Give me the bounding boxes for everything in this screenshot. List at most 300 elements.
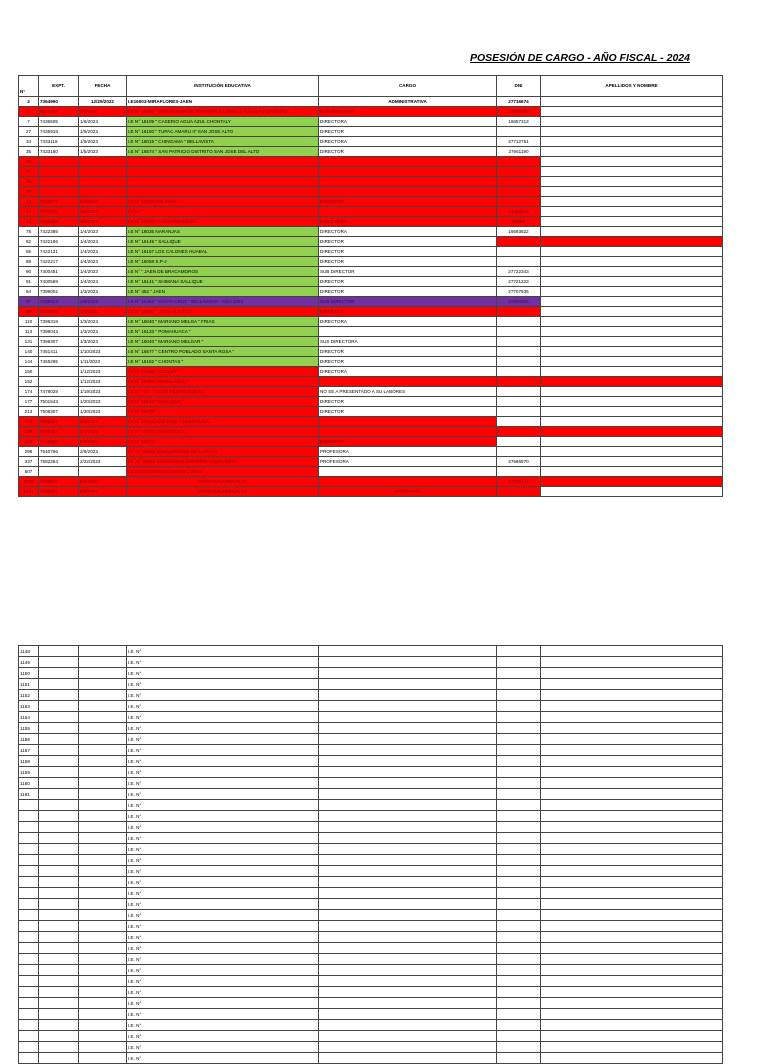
table-cell[interactable] — [19, 844, 39, 855]
table-cell[interactable] — [39, 822, 79, 833]
table-cell[interactable] — [319, 187, 497, 197]
table-cell[interactable] — [541, 447, 723, 457]
table-cell[interactable] — [79, 921, 127, 932]
table-cell[interactable]: 1/4/2023 — [79, 237, 127, 247]
table-cell[interactable]: DIRECTOR — [319, 197, 497, 207]
table-cell[interactable]: DIRECTOR — [319, 357, 497, 367]
table-cell[interactable] — [497, 844, 541, 855]
table-cell[interactable] — [319, 1020, 497, 1031]
table-cell[interactable] — [497, 317, 541, 327]
table-cell[interactable] — [19, 1042, 39, 1053]
table-cell[interactable] — [319, 1009, 497, 1020]
table-cell[interactable]: 1151 — [19, 679, 39, 690]
table-cell[interactable] — [497, 734, 541, 745]
table-cell[interactable] — [541, 147, 723, 157]
table-cell[interactable]: 150 — [19, 367, 39, 377]
table-cell[interactable]: 1/10/2023 — [79, 347, 127, 357]
table-cell[interactable]: I.E N° 16145 " SALLIQUE — [127, 237, 319, 247]
table-cell[interactable] — [541, 734, 723, 745]
table-cell[interactable] — [39, 756, 79, 767]
table-cell[interactable]: 2/1/2023 — [79, 427, 127, 437]
table-cell[interactable]: 1160 — [19, 778, 39, 789]
table-cell[interactable] — [39, 932, 79, 943]
table-cell[interactable]: 5/6/2023 — [79, 487, 127, 497]
table-cell[interactable] — [541, 397, 723, 407]
table-cell[interactable]: 7455295 — [39, 357, 79, 367]
table-cell[interactable]: 213 — [19, 407, 39, 417]
table-cell[interactable] — [497, 657, 541, 668]
table-cell[interactable]: I.E N° 16160 " TUPAC AMARU II" SAN JOSE ALTO — [127, 127, 319, 137]
table-cell[interactable]: 27722343 — [497, 267, 541, 277]
table-cell[interactable]: SUB DIRECTOR — [319, 107, 497, 117]
table-cell[interactable] — [19, 1009, 39, 1020]
table-cell[interactable]: I.E N° 17006 " ICON ET " — [127, 367, 319, 377]
table-cell[interactable]: I.E N° " JAEN DE BRACAMOROS — [127, 267, 319, 277]
table-cell[interactable]: 1001 — [19, 487, 39, 497]
table-cell[interactable]: I.E N° 16463 " SANTA CRUZ " BELLAVISTA - AÑO 2023 — [127, 297, 319, 307]
table-cell[interactable]: 2/3/2023 — [79, 437, 127, 447]
table-cell[interactable] — [497, 954, 541, 965]
table-cell[interactable]: 36 — [19, 187, 39, 197]
table-cell[interactable] — [39, 734, 79, 745]
table-cell[interactable]: 1/4/2023 — [79, 257, 127, 267]
table-cell[interactable] — [19, 811, 39, 822]
table-cell[interactable]: I.E. N° — [127, 1031, 319, 1042]
table-cell[interactable] — [497, 888, 541, 899]
table-cell[interactable] — [39, 1053, 79, 1064]
table-cell[interactable]: DIRECTOR — [319, 287, 497, 297]
table-cell[interactable]: I.E N° 16483 " SAN MARTIN DE PORRES-LA LOMA LLAMA ALTO CHONTALI" — [127, 107, 319, 117]
table-cell[interactable] — [319, 888, 497, 899]
table-cell[interactable] — [19, 921, 39, 932]
table-cell[interactable] — [319, 833, 497, 844]
table-cell[interactable]: PROFESORA — [319, 457, 497, 467]
table-cell[interactable] — [497, 377, 541, 387]
table-cell[interactable]: 7451411 — [39, 347, 79, 357]
table-cell[interactable]: 7696602 — [39, 477, 79, 487]
table-cell[interactable] — [39, 811, 79, 822]
table-cell[interactable] — [79, 1053, 127, 1064]
table-cell[interactable] — [79, 1042, 127, 1053]
table-cell[interactable] — [19, 965, 39, 976]
table-cell[interactable]: DIRECTORA — [319, 217, 497, 227]
table-cell[interactable]: 46 — [19, 207, 39, 217]
table-cell[interactable] — [319, 811, 497, 822]
table-cell[interactable]: 36 — [19, 167, 39, 177]
table-cell[interactable]: 1155 — [19, 723, 39, 734]
table-cell[interactable] — [79, 822, 127, 833]
table-cell[interactable]: 88 — [19, 257, 39, 267]
table-cell[interactable] — [319, 177, 497, 187]
table-cell[interactable] — [79, 987, 127, 998]
table-cell[interactable] — [319, 910, 497, 921]
table-cell[interactable]: 7422217 — [39, 257, 79, 267]
table-cell[interactable] — [319, 987, 497, 998]
table-cell[interactable] — [497, 987, 541, 998]
table-cell[interactable] — [79, 910, 127, 921]
table-cell[interactable] — [497, 877, 541, 888]
table-cell[interactable] — [39, 888, 79, 899]
table-cell[interactable]: I.E. N° — [127, 811, 319, 822]
table-cell[interactable]: DIRECTOR — [319, 407, 497, 417]
table-cell[interactable] — [39, 954, 79, 965]
table-cell[interactable]: 2/22/2023 — [79, 457, 127, 467]
table-cell[interactable]: I.E. N° — [127, 866, 319, 877]
table-cell[interactable] — [79, 756, 127, 767]
table-cell[interactable]: I.E. N° — [127, 745, 319, 756]
table-cell[interactable] — [541, 932, 723, 943]
table-cell[interactable]: 27661190 — [497, 147, 541, 157]
table-cell[interactable]: 1153 — [19, 701, 39, 712]
table-cell[interactable] — [541, 745, 723, 756]
table-cell[interactable]: 1/5/2023 — [79, 217, 127, 227]
table-cell[interactable]: I.E. N° 16462 SAN LORENZO DE LA PUYA — [127, 447, 319, 457]
table-cell[interactable] — [497, 157, 541, 167]
table-cell[interactable] — [39, 899, 79, 910]
table-cell[interactable]: I.E N° 16173 " — [127, 407, 319, 417]
table-cell[interactable] — [319, 932, 497, 943]
table-cell[interactable]: 144 — [19, 357, 39, 367]
table-cell[interactable]: 94 — [19, 287, 39, 297]
table-cell[interactable]: I.E. N° — [127, 679, 319, 690]
table-cell[interactable]: I.E N° 16574 " SAN PATRICIO DISTRITO SAN JOSE DEL ALTO — [127, 147, 319, 157]
table-cell[interactable]: 1/4/2023 — [79, 267, 127, 277]
table-cell[interactable]: I.E. N° — [127, 987, 319, 998]
table-cell[interactable] — [541, 844, 723, 855]
table-cell[interactable]: 1/12/2023 — [79, 377, 127, 387]
table-cell[interactable] — [497, 745, 541, 756]
table-cell[interactable] — [19, 998, 39, 1009]
table-cell[interactable] — [541, 679, 723, 690]
table-cell[interactable] — [541, 822, 723, 833]
table-cell[interactable]: 7478028 — [39, 387, 79, 397]
table-cell[interactable]: 241 — [19, 417, 39, 427]
table-cell[interactable]: 54056 — [497, 217, 541, 227]
table-cell[interactable]: 27668390 — [497, 107, 541, 117]
table-cell[interactable]: I.E N° 16143 " SALLIQUE " — [127, 397, 319, 407]
table-cell[interactable] — [39, 833, 79, 844]
table-cell[interactable]: DIRECTOR — [319, 397, 497, 407]
table-cell[interactable]: I.E. N° — [127, 668, 319, 679]
table-cell[interactable] — [541, 756, 723, 767]
table-cell[interactable]: I.E. N° — [127, 1042, 319, 1053]
table-cell[interactable] — [319, 1053, 497, 1064]
table-cell[interactable] — [79, 976, 127, 987]
table-cell[interactable]: 2 — [19, 97, 39, 107]
table-cell[interactable]: 7364990 — [39, 97, 79, 107]
table-cell[interactable] — [319, 477, 497, 487]
table-cell[interactable]: 1148 — [19, 646, 39, 657]
table-cell[interactable]: 97 — [19, 297, 39, 307]
table-cell[interactable] — [541, 701, 723, 712]
table-cell[interactable] — [39, 187, 79, 197]
table-cell[interactable] — [79, 187, 127, 197]
table-cell[interactable] — [319, 712, 497, 723]
table-cell[interactable] — [39, 467, 79, 477]
table-cell[interactable] — [79, 998, 127, 1009]
table-cell[interactable] — [541, 487, 723, 497]
table-cell[interactable] — [319, 998, 497, 1009]
table-cell[interactable]: 7399002 — [39, 287, 79, 297]
table-cell[interactable]: I.E. N° — [127, 756, 319, 767]
table-cell[interactable] — [497, 921, 541, 932]
table-cell[interactable]: 1/6/2023 — [79, 117, 127, 127]
table-cell[interactable] — [497, 327, 541, 337]
table-cell[interactable]: DIANA SALAMBA ALTO — [127, 487, 319, 497]
table-cell[interactable] — [541, 367, 723, 377]
table-cell[interactable] — [127, 177, 319, 187]
table-cell[interactable] — [541, 187, 723, 197]
table-cell[interactable] — [541, 197, 723, 207]
table-cell[interactable]: I.E N° 16040 " MARIANO MELGAR " — [127, 337, 319, 347]
table-cell[interactable] — [319, 1031, 497, 1042]
table-cell[interactable]: 7435918 — [39, 127, 79, 137]
table-cell[interactable] — [79, 1031, 127, 1042]
table-cell[interactable] — [497, 1031, 541, 1042]
table-cell[interactable]: 27716674 — [497, 97, 541, 107]
table-cell[interactable] — [39, 1042, 79, 1053]
table-cell[interactable]: 7434464 — [39, 217, 79, 227]
table-cell[interactable]: 7432079 — [39, 197, 79, 207]
table-cell[interactable] — [497, 367, 541, 377]
table-cell[interactable] — [497, 756, 541, 767]
table-cell[interactable] — [497, 307, 541, 317]
table-cell[interactable] — [541, 965, 723, 976]
table-cell[interactable] — [19, 800, 39, 811]
table-cell[interactable]: 110 — [19, 317, 39, 327]
table-cell[interactable] — [497, 237, 541, 247]
table-cell[interactable] — [19, 976, 39, 987]
table-cell[interactable] — [541, 888, 723, 899]
table-cell[interactable] — [319, 417, 497, 427]
table-cell[interactable]: 27686386 — [497, 297, 541, 307]
table-cell[interactable] — [79, 177, 127, 187]
table-cell[interactable]: I.E N° 16141 " SHIMANA SALLIQUE — [127, 277, 319, 287]
table-cell[interactable]: 12/29/2022 — [79, 97, 127, 107]
table-cell[interactable]: DIRECTOR — [319, 127, 497, 137]
table-cell[interactable]: NO SE A PRESENTADO A SU LABORES — [319, 387, 497, 397]
table-cell[interactable] — [541, 467, 723, 477]
table-cell[interactable] — [39, 855, 79, 866]
table-cell[interactable]: 1157 — [19, 745, 39, 756]
table-cell[interactable]: I.E N° " — [127, 207, 319, 217]
table-cell[interactable] — [497, 822, 541, 833]
table-cell[interactable]: DIRECTOR — [319, 277, 497, 287]
table-cell[interactable] — [497, 337, 541, 347]
table-cell[interactable] — [541, 477, 723, 487]
table-cell[interactable] — [319, 877, 497, 888]
table-cell[interactable] — [541, 657, 723, 668]
table-cell[interactable] — [79, 668, 127, 679]
table-cell[interactable] — [497, 247, 541, 257]
table-cell[interactable] — [39, 367, 79, 377]
table-cell[interactable] — [541, 833, 723, 844]
table-cell[interactable] — [541, 247, 723, 257]
table-cell[interactable] — [541, 307, 723, 317]
table-cell[interactable]: 82 — [19, 237, 39, 247]
table-cell[interactable] — [497, 723, 541, 734]
table-cell[interactable]: I.E. N° — [127, 844, 319, 855]
table-cell[interactable] — [19, 877, 39, 888]
table-cell[interactable] — [319, 668, 497, 679]
table-cell[interactable] — [541, 167, 723, 177]
table-cell[interactable] — [497, 1009, 541, 1020]
table-cell[interactable] — [319, 690, 497, 701]
table-cell[interactable] — [39, 1031, 79, 1042]
table-cell[interactable] — [541, 387, 723, 397]
table-cell[interactable] — [79, 855, 127, 866]
table-cell[interactable]: 1/3/2023 — [79, 287, 127, 297]
table-cell[interactable] — [79, 800, 127, 811]
table-cell[interactable] — [319, 167, 497, 177]
table-cell[interactable]: I.E. N° — [127, 690, 319, 701]
table-cell[interactable]: I.E. N° — [127, 833, 319, 844]
table-cell[interactable] — [497, 701, 541, 712]
table-cell[interactable] — [19, 987, 39, 998]
table-cell[interactable] — [541, 668, 723, 679]
table-cell[interactable] — [39, 1020, 79, 1031]
table-cell[interactable]: 16657313 — [497, 117, 541, 127]
table-cell[interactable]: 54 — [19, 217, 39, 227]
table-cell[interactable]: SUS DIRECTORA — [319, 337, 497, 347]
table-cell[interactable] — [79, 745, 127, 756]
table-cell[interactable]: I.E N° 16133 " POMAHUACA " — [127, 327, 319, 337]
table-cell[interactable] — [19, 822, 39, 833]
table-cell[interactable] — [19, 910, 39, 921]
table-cell[interactable]: I.E. N° — [127, 789, 319, 800]
table-cell[interactable] — [541, 207, 723, 217]
table-cell[interactable] — [79, 943, 127, 954]
table-cell[interactable]: 1/5/2023 — [79, 127, 127, 137]
table-cell[interactable] — [497, 1020, 541, 1031]
table-cell[interactable] — [541, 217, 723, 227]
table-cell[interactable] — [79, 1009, 127, 1020]
table-cell[interactable]: 1/5/2023 — [79, 137, 127, 147]
table-cell[interactable] — [541, 277, 723, 287]
table-cell[interactable]: 78 — [19, 227, 39, 237]
table-cell[interactable]: 1/3/2023 — [79, 317, 127, 327]
table-cell[interactable] — [39, 177, 79, 187]
table-cell[interactable] — [79, 723, 127, 734]
table-cell[interactable]: I.E. N° — [127, 877, 319, 888]
table-cell[interactable]: I.E N° 16189 COLASAY — [127, 197, 319, 207]
table-cell[interactable] — [541, 921, 723, 932]
table-cell[interactable]: 1149 — [19, 657, 39, 668]
table-cell[interactable]: I.E. N° — [127, 646, 319, 657]
table-cell[interactable] — [541, 910, 723, 921]
table-cell[interactable] — [497, 347, 541, 357]
table-cell[interactable] — [541, 690, 723, 701]
table-cell[interactable] — [497, 778, 541, 789]
table-cell[interactable]: 7433150 — [39, 147, 79, 157]
table-cell[interactable] — [319, 800, 497, 811]
table-cell[interactable] — [319, 377, 497, 387]
table-cell[interactable] — [79, 877, 127, 888]
table-cell[interactable] — [79, 888, 127, 899]
table-cell[interactable] — [541, 317, 723, 327]
table-cell[interactable]: 1/3/2023 — [79, 327, 127, 337]
table-cell[interactable] — [39, 723, 79, 734]
table-cell[interactable] — [319, 679, 497, 690]
table-cell[interactable] — [497, 712, 541, 723]
table-cell[interactable]: DIRECTOR — [319, 237, 497, 247]
table-cell[interactable] — [541, 866, 723, 877]
table-cell[interactable] — [497, 357, 541, 367]
table-cell[interactable] — [541, 117, 723, 127]
table-cell[interactable] — [39, 767, 79, 778]
table-cell[interactable] — [497, 427, 541, 437]
table-cell[interactable] — [319, 756, 497, 767]
table-cell[interactable]: 43480610 — [497, 207, 541, 217]
table-cell[interactable] — [39, 657, 79, 668]
table-cell[interactable] — [497, 177, 541, 187]
table-cell[interactable] — [497, 943, 541, 954]
table-cell[interactable] — [39, 789, 79, 800]
table-cell[interactable] — [319, 1042, 497, 1053]
table-cell[interactable] — [497, 679, 541, 690]
table-cell[interactable] — [319, 734, 497, 745]
table-cell[interactable] — [497, 899, 541, 910]
table-cell[interactable]: 7436524 — [39, 297, 79, 307]
table-cell[interactable] — [497, 789, 541, 800]
table-cell[interactable]: 7422131 — [39, 247, 79, 257]
table-cell[interactable] — [39, 998, 79, 1009]
table-cell[interactable] — [79, 965, 127, 976]
table-cell[interactable]: I.E N° 17300 CHUNCHUCA — [127, 427, 319, 437]
table-cell[interactable]: 1/5/2023 — [79, 147, 127, 157]
table-cell[interactable]: 7433115 — [39, 137, 79, 147]
table-cell[interactable]: 177 — [19, 397, 39, 407]
table-cell[interactable] — [79, 712, 127, 723]
table-cell[interactable] — [541, 855, 723, 866]
table-cell[interactable] — [541, 954, 723, 965]
table-cell[interactable] — [79, 679, 127, 690]
table-cell[interactable] — [541, 1042, 723, 1053]
table-cell[interactable]: I.E N° 16376 — [127, 437, 319, 447]
table-cell[interactable] — [497, 932, 541, 943]
table-cell[interactable]: I.E N° 16058 S.P-J — [127, 257, 319, 267]
table-cell[interactable] — [541, 347, 723, 357]
table-cell[interactable] — [541, 767, 723, 778]
table-cell[interactable] — [541, 137, 723, 147]
table-cell[interactable]: I.E. N° — [127, 921, 319, 932]
table-cell[interactable] — [79, 833, 127, 844]
table-cell[interactable] — [541, 377, 723, 387]
table-cell[interactable] — [541, 407, 723, 417]
table-cell[interactable]: 7582264 — [39, 457, 79, 467]
table-cell[interactable]: I.E. N° — [127, 932, 319, 943]
table-cell[interactable] — [39, 987, 79, 998]
table-cell[interactable] — [319, 954, 497, 965]
table-cell[interactable] — [127, 167, 319, 177]
table-cell[interactable] — [79, 167, 127, 177]
table-cell[interactable] — [39, 377, 79, 387]
table-cell[interactable]: I.E. N° — [127, 965, 319, 976]
table-cell[interactable]: 43 — [19, 197, 39, 207]
table-cell[interactable]: 1161 — [19, 789, 39, 800]
table-cell[interactable]: I.E. N° — [127, 888, 319, 899]
table-cell[interactable] — [19, 1020, 39, 1031]
table-cell[interactable] — [79, 157, 127, 167]
table-cell[interactable]: I.E. N° — [127, 1020, 319, 1031]
table-cell[interactable] — [39, 745, 79, 756]
table-cell[interactable] — [319, 745, 497, 756]
table-cell[interactable]: DIRECTOR — [319, 347, 497, 357]
table-cell[interactable] — [19, 866, 39, 877]
table-cell[interactable]: 27 — [19, 127, 39, 137]
table-cell[interactable] — [19, 888, 39, 899]
table-cell[interactable] — [19, 954, 39, 965]
